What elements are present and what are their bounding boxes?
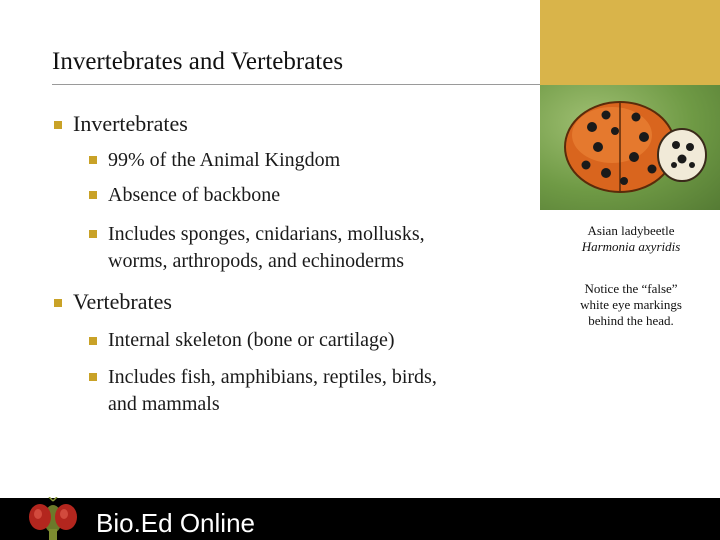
slide-title: Invertebrates and Vertebrates — [52, 48, 344, 75]
bullet-icon — [89, 156, 97, 164]
photo-caption — [552, 223, 710, 255]
caption-scientific-name: Harmonia axyridis — [581, 239, 681, 254]
caption-common-name: Asian ladybeetle — [587, 223, 675, 238]
list-item: 99% of the Animal Kingdom — [108, 149, 341, 171]
note-line: behind the head. — [588, 313, 674, 328]
list-item: Includes fish, amphibians, reptiles, birds, — [108, 366, 437, 388]
note-line: Notice the “false” — [584, 281, 678, 296]
bullet-icon — [89, 230, 97, 238]
bullet-icon — [54, 299, 62, 307]
list-item: Internal skeleton (bone or cartilage) — [108, 329, 395, 351]
section-heading-invertebrates: Invertebrates — [73, 111, 188, 136]
list-item: Includes sponges, cnidarians, mollusks, — [108, 223, 425, 245]
section-heading-vertebrates: Vertebrates — [73, 289, 172, 314]
fly-logo-icon — [22, 497, 84, 540]
bullet-icon — [89, 373, 97, 381]
bullet-icon — [54, 121, 62, 129]
list-item-continuation: worms, arthropods, and echinoderms — [108, 250, 405, 272]
bullet-icon — [89, 191, 97, 199]
list-item: Absence of backbone — [108, 184, 281, 206]
photo-note — [552, 281, 710, 329]
ladybeetle-photo — [540, 85, 720, 210]
note-line: white eye markings — [580, 297, 682, 312]
bullet-icon — [89, 337, 97, 345]
ladybeetle-icon — [540, 85, 720, 210]
list-item-continuation: and mammals — [108, 393, 220, 415]
title-divider — [52, 84, 540, 85]
footer-brand: Bio.Ed Online — [96, 508, 255, 538]
sidebar-gold-band — [540, 0, 720, 85]
